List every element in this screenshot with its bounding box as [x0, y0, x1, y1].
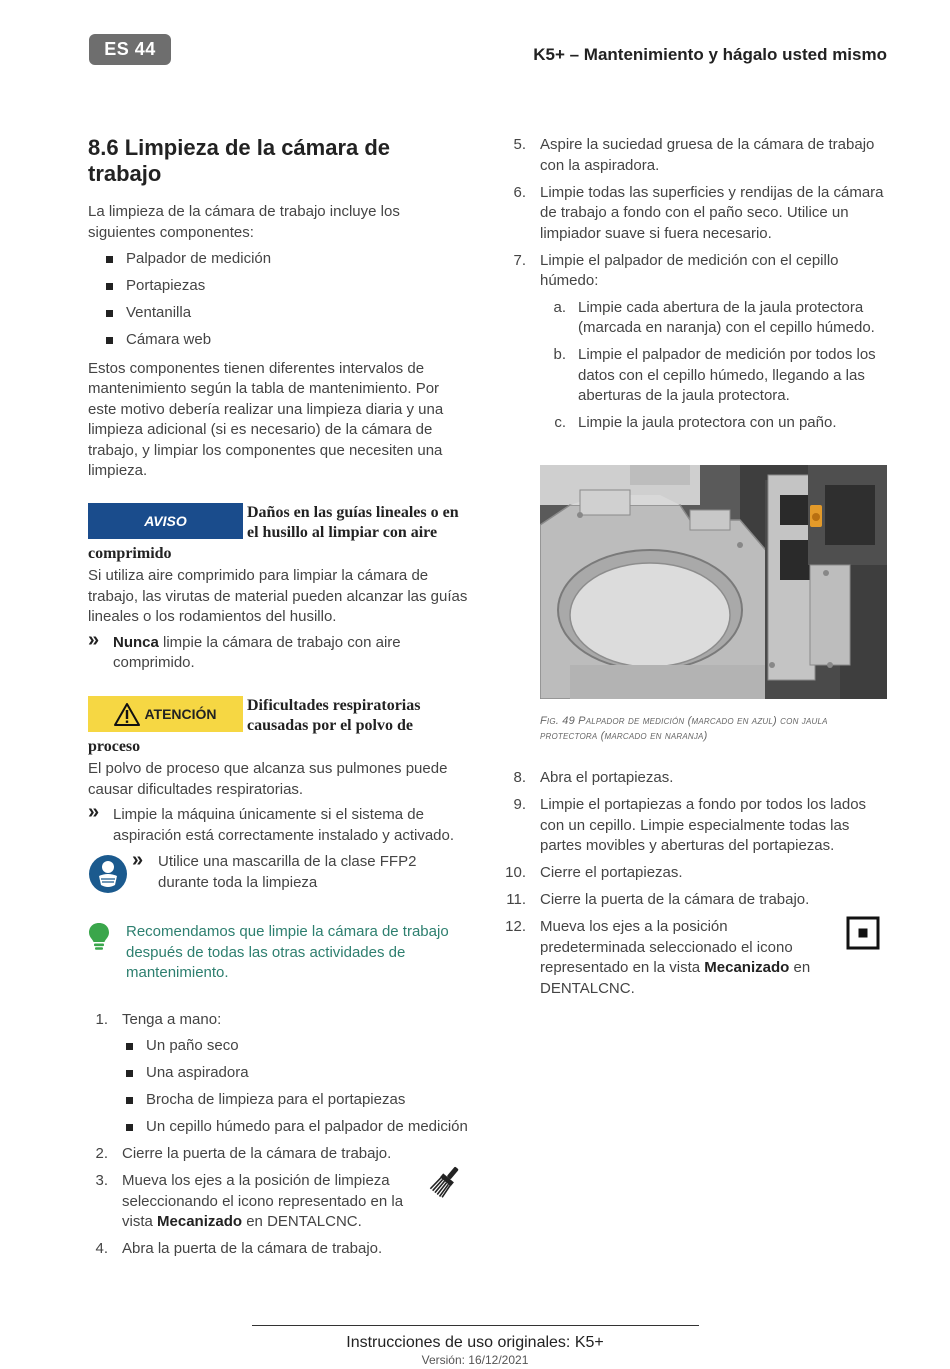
figure-caption: Fig. 49 Palpador de medición (marcado en azul) con jaula protectora (marcado en naranja)	[540, 715, 828, 742]
list-item: Brocha de limpieza para el portapiezas	[126, 1090, 468, 1111]
step-number: 11.	[506, 891, 526, 908]
step-text: Mueva los ejes a la posición predeterminada seleccionado el icono representado en la vista	[540, 918, 793, 976]
step-text: Abra el portapiezas.	[540, 769, 674, 786]
step-number: 6.	[513, 183, 526, 201]
list-item	[505, 917, 888, 999]
substeps-list	[540, 298, 888, 434]
step-text: Abra la puerta de la cámara de trabajo.	[122, 1240, 383, 1257]
step-number: 5.	[513, 136, 526, 153]
step-text: Limpie la jaula protectora con un paño.	[578, 414, 837, 431]
caution-title: Dificultades respiratorias causadas por el polvo de proceso	[88, 696, 421, 755]
step-text: Limpie el palpador de medición por todos los datos con el cepillo húmedo, llegando a las aberturas de la jaula protectora.	[578, 346, 876, 404]
list-item	[512, 135, 888, 176]
step-number: c.	[554, 414, 566, 431]
left-column	[88, 135, 468, 1266]
step-text: Cierre el portapiezas.	[540, 864, 683, 881]
steps-list-left	[88, 1010, 468, 1260]
step-number: a.	[553, 298, 566, 316]
list-item	[540, 413, 888, 434]
notice-body: Si utiliza aire comprimido para limpiar la cámara de trabajo, las virutas de material pueden alcanzar las guías lineales o los rodamientos del husillo.	[88, 567, 468, 625]
steps-list-right	[512, 135, 888, 434]
right-column	[505, 135, 888, 1006]
caution-action-2	[88, 849, 468, 898]
step-text: Mueva los ejes a la posición de limpieza seleccionando el icono representado en la vista	[122, 1172, 404, 1230]
notice-title: Daños en las guías lineales o en el husillo al limpiar con aire comprimido	[88, 503, 459, 562]
notice-block	[88, 503, 468, 674]
list-item	[512, 251, 888, 434]
steps-list-right-2	[505, 768, 888, 999]
list-item	[512, 795, 888, 857]
list-item	[505, 863, 888, 884]
action-arrow-icon: »	[88, 628, 100, 651]
notice-action-bold: Nunca	[113, 633, 159, 651]
step-text: Limpie cada abertura de la jaula protectora (marcada en naranja) con el cepillo húmedo.	[578, 298, 875, 336]
list-item	[506, 890, 888, 911]
step-number: 7.	[513, 251, 526, 269]
step-number: 4.	[95, 1240, 108, 1257]
step-text: Limpie el portapiezas a fondo por todos los lados con un cepillo. Limpie especialmente todas las partes movibles y aberturas del portapiezas.	[540, 796, 867, 854]
home-position-icon	[846, 916, 880, 950]
section-heading: 8.6 Limpieza de la cámara de trabajo	[88, 135, 391, 186]
intro-paragraph: La limpieza de la cámara de trabajo incluye los siguientes componentes:	[88, 203, 400, 241]
components-list	[106, 249, 468, 351]
header-title: K5+ – Mantenimiento y hágalo usted mismo	[533, 45, 887, 64]
lightbulb-icon	[88, 922, 110, 952]
list-item	[88, 1239, 468, 1260]
caution-label: ATENCIÓN	[144, 705, 217, 722]
caution-action-text: Utilice una mascarilla de la clase FFP2 durante toda la limpieza	[158, 853, 417, 891]
list-item	[540, 298, 888, 339]
list-item: Un paño seco	[126, 1036, 468, 1057]
list-item	[512, 183, 888, 245]
step-text: Limpie todas las superficies y rendijas de la cámara de trabajo a fondo con el paño seco. Utilice un limpiador suave si fuera necesario.	[540, 183, 884, 242]
probe-figure	[540, 465, 887, 699]
step-bold-text: Mecanizado	[704, 959, 790, 976]
footer-rule	[252, 1325, 699, 1326]
step-text: Aspire la suciedad gruesa de la cámara de trabajo con la aspiradora.	[540, 136, 875, 174]
step-text: en DENTALCNC.	[242, 1213, 362, 1230]
page-number-badge: ES 44	[89, 34, 171, 65]
action-arrow-icon: »	[88, 801, 100, 823]
step-number: 10.	[505, 864, 526, 881]
step-number: 8.	[513, 769, 526, 786]
list-item	[88, 1010, 468, 1138]
footer-title: Instrucciones de uso originales: K5+	[346, 1334, 604, 1351]
list-item	[88, 1171, 468, 1233]
list-item: Una aspiradora	[126, 1063, 468, 1084]
caution-label-box	[88, 696, 243, 732]
caution-action-text: Limpie la máquina únicamente si el sistema de aspiración está correctamente instalado y activado.	[113, 806, 455, 844]
list-item: Cámara web	[106, 330, 468, 351]
step-text: Cierre la puerta de la cámara de trabajo.	[122, 1145, 392, 1162]
step-number: 9.	[513, 796, 526, 813]
list-item	[512, 768, 888, 789]
list-item	[540, 345, 888, 407]
tip-block	[88, 922, 468, 984]
warning-triangle-icon	[114, 702, 140, 726]
caution-action-1	[88, 801, 468, 846]
step-number: 1.	[95, 1010, 108, 1028]
brush-icon	[428, 1163, 464, 1199]
footer-version: Versión: 16/12/2021	[421, 1353, 529, 1367]
face-mask-icon	[88, 854, 128, 894]
caution-block	[88, 696, 468, 899]
action-arrow-icon: »	[132, 849, 144, 871]
list-item: Ventanilla	[106, 303, 468, 324]
supplies-list	[126, 1036, 468, 1138]
list-item: Palpador de medición	[106, 249, 468, 270]
step-text: Cierre la puerta de la cámara de trabajo.	[540, 891, 810, 908]
maintenance-paragraph: Estos componentes tienen diferentes intervalos de mantenimiento según la tabla de mantenimiento. Por este motivo debería realizar una limpieza diaria y una limpieza adicional (si es necesario) de la cámara de trabajo, y limpiar los componentes que necesiten una limpieza.	[88, 359, 444, 479]
notice-action	[88, 628, 468, 674]
step-text: Limpie el palpador de medición con el cepillo húmedo:	[540, 251, 839, 289]
list-item: Portapiezas	[106, 276, 468, 297]
step-number: 3.	[95, 1172, 108, 1189]
step-number: 2.	[95, 1145, 108, 1162]
tip-text: Recomendamos que limpie la cámara de trabajo después de todas las otras actividades de mantenimiento.	[126, 923, 449, 981]
step-text: en DENTALCNC.	[540, 959, 811, 997]
step-number: b.	[553, 346, 566, 363]
step-number: 12.	[505, 918, 526, 935]
list-item	[88, 1144, 468, 1165]
notice-action-text: limpie la cámara de trabajo con aire comprimido.	[113, 633, 401, 671]
notice-label: AVISO	[88, 503, 243, 539]
caution-body: El polvo de proceso que alcanza sus pulmones puede causar dificultades respiratorias.	[88, 760, 448, 798]
step-bold-text: Mecanizado	[157, 1213, 243, 1230]
step-text: Tenga a mano:	[122, 1010, 222, 1028]
list-item: Un cepillo húmedo para el palpador de medición	[126, 1117, 468, 1138]
